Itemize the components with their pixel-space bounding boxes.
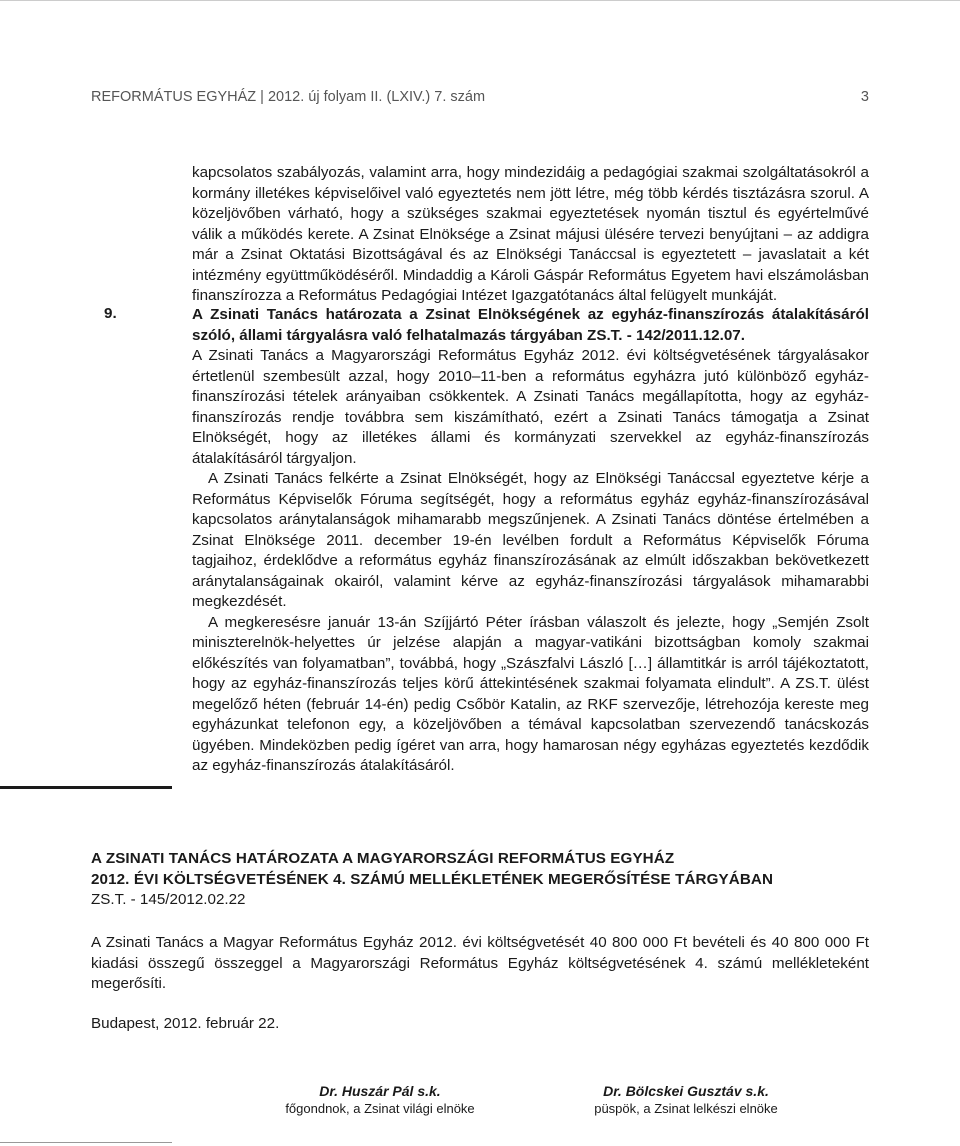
journal-title: REFORMÁTUS EGYHÁZ | 2012. új folyam II. (LXIV.) 7. szám <box>91 89 486 105</box>
signature-role: főgondnok, a Zsinat világi elnöke <box>285 1101 475 1116</box>
item-paragraph-1: A Zsinati Tanács a Magyarországi Református Egyház 2012. évi költségvetésének tárgyalásakor értetlenül szembesült azzal, hogy 2010–11-ben a református egyházra jutó különböző egyház-finanszírozási tételek arányaiban csökkentek. A Zsinati Tanács megállapította, hogy az egyház-finanszírozás rendje továbbra sem kiszámítható, ezért a Zsinati Tanács támogatja a Zsinat Elnökségét, hogy az illetékes állami és kormányzati szervekkel az egyház-finanszírozás átalakításáról tárgyaljon. <box>192 347 869 467</box>
section-divider <box>0 786 172 789</box>
item-number: 9. <box>104 305 117 322</box>
item-title: A Zsinati Tanács határozata a Zsinat Elnökségének az egyház-finanszírozás átalakításáról szóló, állami tárgyalásra való felhatalmazás tárgyában ZS.T. - 142/2011.12.07. <box>192 306 869 344</box>
intro-text: kapcsolatos szabályozás, valamint arra, hogy mindezidáig a pedagógiai szakmai szolgáltatásokról a kormány illetékes képviselőivel való egyeztetés nem jött létre, még több kérdés tisztázásra szorul. A közeljövőben várható, hogy a szükséges szakmai egyeztetések nyomán tisztul és egyértelművé válik a működés kerete. A Zsinat Elnöksége a Zsinat májusi ülésére tervezi benyújtani – az addigra már a Zsinat Oktatási Bizottságával és az Elnökségi Tanáccsal is egyeztetett – javaslatait a két intézmény együttműködéséről. Mindaddig a Károli Gáspár Református Egyetem havi elszámolásban finanszírozza a Református Pedagógiai Intézet Igazgatótanács által felügyelt munkáját. <box>192 164 869 304</box>
top-strip <box>0 0 960 36</box>
signature-1 <box>280 1083 480 1116</box>
signature-2 <box>586 1083 786 1116</box>
section-title-line-2: 2012. ÉVI KÖLTSÉGVETÉSÉNEK 4. SZÁMÚ MELLÉKLETÉNEK MEGERŐSÍTÉSE TÁRGYÁBAN <box>91 870 774 888</box>
section-body-text: A Zsinati Tanács a Magyar Református Egyház 2012. évi költségvetését 40 800 000 Ft bevételi és 40 800 000 Ft kiadási összegű összeggel a Magyarországi Református Egyház költségvetésének 4. számú mellékleteként megerősíti. <box>91 934 869 992</box>
section-title-line-1: A ZSINATI TANÁCS HATÁROZATA A MAGYARORSZÁGI REFORMÁTUS EGYHÁZ <box>91 850 675 867</box>
signature-name: Dr. Bölcskei Gusztáv s.k. <box>603 1083 769 1099</box>
signature-role: püspök, a Zsinat lelkészi elnöke <box>594 1101 778 1116</box>
section-reference: ZS.T. - 145/2012.02.22 <box>91 891 246 908</box>
signature-name: Dr. Huszár Pál s.k. <box>319 1083 441 1099</box>
running-header <box>91 89 869 111</box>
place-date: Budapest, 2012. február 22. <box>91 1015 280 1032</box>
item-9 <box>192 305 869 777</box>
item-paragraph-3: A megkeresésre január 13-án Szíjjártó Péter írásban válaszolt és jelezte, hogy „Semjén Zsolt miniszterelnök-helyettes úr jelzése alapján a magyar-vatikáni bizottságban komoly szakmai előkészítés van folyamatban”, továbbá, hogy „Szászfalvi László […] államtitkár is arról tájékoztatott, hogy az egyház-finanszírozás teljes körű áttekintésének szakmai folyamata elindult”. A ZS.T. ülést megelőző héten (február 14-én) pedig Csőbör Katalin, az RKF szervezője, létrehozója kereste meg egyházunkat telefonon egy, a közeljövőben a témával kapcsolatban szervezendő tanácskozás ügyében. Mindeközben pedig ígéret van arra, hogy hamarosan négy egyházas egyeztetés kezdődik az egyház-finanszírozás átalakításáról. <box>192 613 869 774</box>
footer-rule <box>0 1142 172 1143</box>
intro-paragraph <box>192 163 869 307</box>
page-number: 3 <box>860 89 869 105</box>
section-body <box>91 933 869 995</box>
section-heading <box>91 849 869 911</box>
item-paragraph-2: A Zsinati Tanács felkérte a Zsinat Elnökségét, hogy az Elnökségi Tanáccsal egyeztetve kérje a Református Képviselők Fóruma segítségét, hogy a református egyház egyház-finanszírozásával kapcsolatos aránytalanságok mihamarabb megszűnjenek. A Zsinati Tanács döntése értelmében a Zsinat Elnöksége 2011. december 19-én levélben fordult a Református Képviselők Fóruma tagjaihoz, érdeklődve a református egyház finanszírozásának az elmúlt időszakban bekövetkezett aránytalanságainak okairól, valamint kérve az egyház-finanszírozási tárgyalások mihamarabbi megkezdését. <box>192 470 869 610</box>
